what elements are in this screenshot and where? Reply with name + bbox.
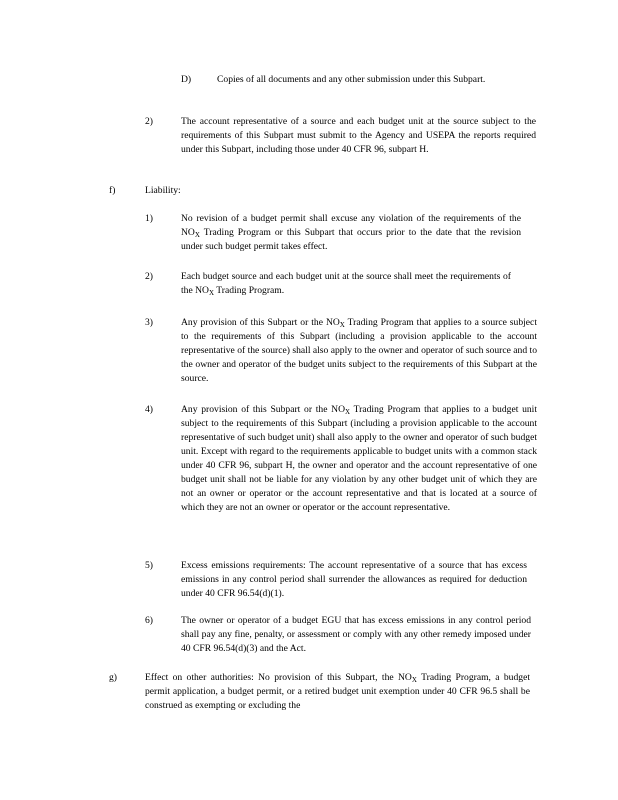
item-text: Copies of all documents and any other submission under this Subpart. — [217, 74, 486, 85]
item-text: The account representative of a source and each budget unit at the source subject to the requirements of this Subpart must submit to the Agency and USEPA the reports required under this Subpart, including those under 40 CFR 96, subpart H. — [181, 116, 536, 155]
item-label: D) — [181, 74, 192, 85]
item-label: 3) — [145, 317, 153, 328]
item-text: Each budget source and each budget unit at the source shall meet the requirements of the $NO_X$ Trading Program. — [181, 271, 511, 297]
item-label: f) — [109, 185, 116, 196]
item-text: The owner or operator of a budget EGU that has excess emissions in any control period shall pay any fine, penalty, or assessment or comply with any other remedy imposed under 40 CFR 96.54(d)(3) and the Act. — [181, 615, 531, 654]
section-heading: Liability: — [145, 185, 181, 196]
item-text: Excess emissions requirements: The account representative of a source that has excess emissions in any control period shall surrender the allowances as required for deduction under 40 CFR 96.54(d)(1). — [181, 560, 527, 599]
item-text: Any provision of this Subpart or the $NO_X$ Trading Program that applies to a budget unit subject to the requirements of this Subpart (including a provision applicable to the account representative of such budget unit) shall also apply to the owner and operator of such budget unit. Except with regard to the requirements applicable to budget units with a common stack under 40 CFR 96, subpart H, the owner and operator and the account representative of one budget unit shall not be liable for any violation by any other budget unit of which they are not an owner or operator or the account representative and that is located at a source of which they are not an owner or operator or the account representative. — [181, 404, 538, 513]
item-label: 1) — [145, 213, 153, 224]
item-label: 5) — [145, 560, 153, 571]
item-label: 6) — [145, 615, 153, 626]
item-text: No revision of a budget permit shall excuse any violation of the requirements of the $NO_X$ Trading Program or this Subpart that occurs prior to the date that the revision under such budget permit takes effect. — [181, 213, 521, 252]
item-label: g) — [109, 672, 117, 683]
item-label: 4) — [145, 404, 153, 415]
item-label: 2) — [145, 271, 153, 282]
item-label: 2) — [145, 116, 153, 127]
item-text: Any provision of this Subpart or the $NO_X$ Trading Program that applies to a source subject to the requirements of this Subpart (including a provision applicable to the account representative of the source) shall also apply to the owner and operator of such source and to the owner and operator of the budget units subject to the requirements of this Subpart at the source. — [181, 317, 537, 384]
item-text: Effect on other authorities: No provision of this Subpart, the $NO_X$ Trading Program, a budget permit application, a budget permit, or a retired budget unit exemption under 40 CFR 96.5 shall be construed as exempting or excluding the — [145, 672, 531, 711]
